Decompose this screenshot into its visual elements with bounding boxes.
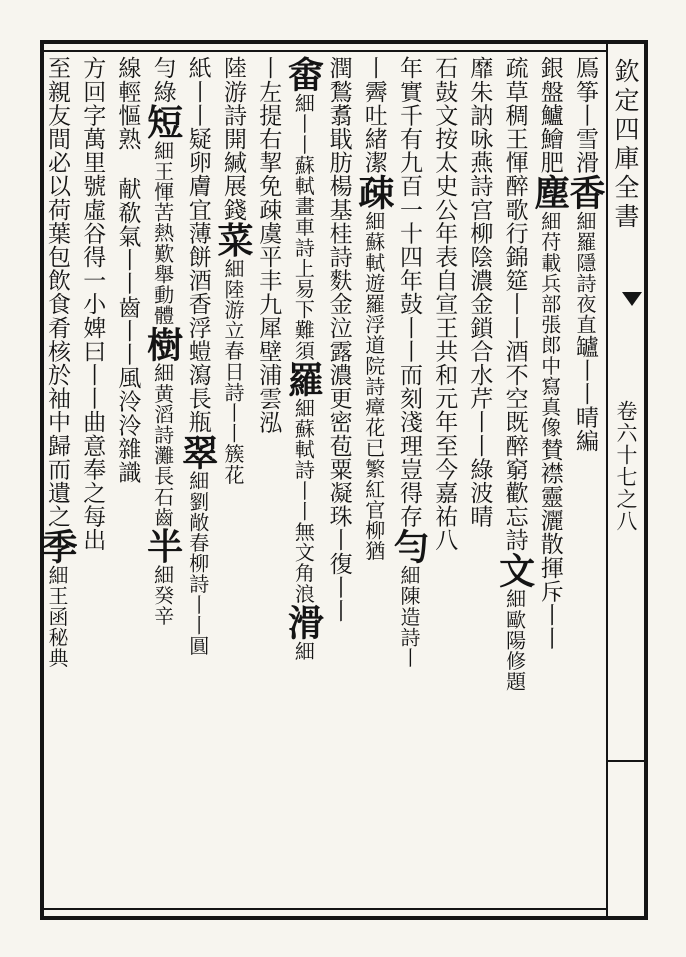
entry-text: 慪熟 献欷氣丨丨 [114,103,141,296]
fishtail-mark [622,292,642,306]
entry-headword: 畬 [282,56,325,93]
text-column-4 [461,56,496,906]
text-column-13 [141,56,184,906]
entry-citation: 細王惲苦熱歎舉動體 [150,140,175,326]
entry-text: 賛襟靈灑散揮斥丨丨 [536,437,563,651]
top-rule [44,50,606,52]
entry-headword: 菜 [211,221,254,259]
entry-text: 平丰九犀壁浦雲泓 [255,244,282,434]
entry-headword: 半 [141,527,184,565]
entry-headword: 翠 [176,433,219,471]
entry-headword: 塵 [528,174,571,211]
entry-text: 紙丨丨疑卵膚 [184,56,211,198]
entry-text: 罏丨丨晴編 [571,334,598,453]
entry-headword: 滑 [282,603,325,641]
entry-headword: 疎 [352,174,395,211]
entry-text: 鳫筝丨雪滑 [571,56,598,174]
text-column-14 [109,56,144,906]
entry-text: 詩 [501,528,528,552]
entry-text: 石鼔文按太史公年表自宣王共和元年至今嘉祐八 [431,56,458,552]
entry-headword: 文 [493,551,536,589]
entry-citation: 細陸游立春日詩丨丨簇花 [220,258,245,485]
entry-citation: 細黄滔詩灘長石齒 [150,362,175,528]
margin-rule [608,760,644,762]
bottom-rule [44,908,606,910]
entry-headword: 樹 [141,325,184,363]
text-column-11 [211,56,254,906]
volume-label: 卷六十七之八 [614,400,638,532]
entry-text: 錢 [219,197,246,222]
entry-text: 年實千有九百一十四年鼔丨丨而刻淺理豈得存 [395,56,422,528]
text-column-8 [320,56,355,906]
text-column-16 [35,56,78,906]
entry-citation: 細羅隱詩夜直 [572,211,597,335]
entry-citation: 細丨丨蘇軾畫車詩上易下難須 [291,93,316,361]
entry-headword: 香 [563,174,606,211]
entry-citation: 細陳造詩丨 [396,565,421,668]
text-column-10 [250,56,285,906]
entry-citation: 細劉敞春柳詩丨丨圓 [185,470,210,657]
entry-text: 丨左提右挈免疎虞 [255,56,282,245]
entry-headword: 勻 [387,528,430,565]
entry-citation: 細苻載兵部張郎中寫真像 [537,211,562,438]
entry-text: 方回字萬里號虛谷得一小婢曰丨丨曲意奉之每出 [79,56,106,552]
entry-text: 至親友間必以荷葉包飲食肴核於袖中歸而遺之 [43,56,70,528]
text-column-3 [493,56,536,906]
entry-citation: 細蘇軾遊羅浮道院詩瘴花已繁紅官柳猶 [361,211,386,562]
entry-text: 銀盤鱸鱠肥 [536,56,563,174]
text-column-2 [528,56,571,906]
entry-text: 靡朱訥咏燕詩宫柳陰濃金鎖合水芹丨丨綠波晴 [466,56,493,528]
text-column-5 [426,56,461,906]
entry-citation: 細癸辛 [150,564,175,627]
entry-text: 線輕 [114,56,141,104]
entry-headword: 季 [35,528,78,565]
entry-text: 陸游詩開緘展 [219,56,246,198]
entry-headword: 短 [141,103,184,141]
entry-text: 勻綠 [149,56,176,104]
text-column-9 [282,56,325,906]
entry-text: 疏草稠王惲醉歌行錦筵丨丨酒不空既醉窮歡忘 [501,56,528,528]
entry-text: 丨霽吐緒潔 [360,56,387,174]
entry-text: 齒丨丨風泠泠 [114,295,141,437]
entry-headword: 羅 [282,360,325,398]
entry-citation: 細蘇軾詩丨丨無文角浪 [291,397,316,604]
book-title: 欽定四庫全書 [611,58,640,232]
entry-citation: 細歐陽修題 [502,588,527,692]
text-column-15 [74,56,109,906]
entry-text: 潤鶖翥戢肪 [325,56,352,174]
entry-text: 宜薄餅酒香浮螘瀉長瓶 [184,197,211,434]
entry-text: 雜識 [114,436,141,484]
text-column-7 [352,56,395,906]
entry-text: 楊基桂詩麩金泣露濃更密苞粟凝珠丨復丨丨 [325,174,352,623]
text-column-12 [176,56,219,906]
text-column-6 [387,56,430,906]
entry-citation: 細王函秘典 [44,565,69,668]
entry-citation: 細 [291,640,316,662]
text-column-1 [563,56,606,906]
